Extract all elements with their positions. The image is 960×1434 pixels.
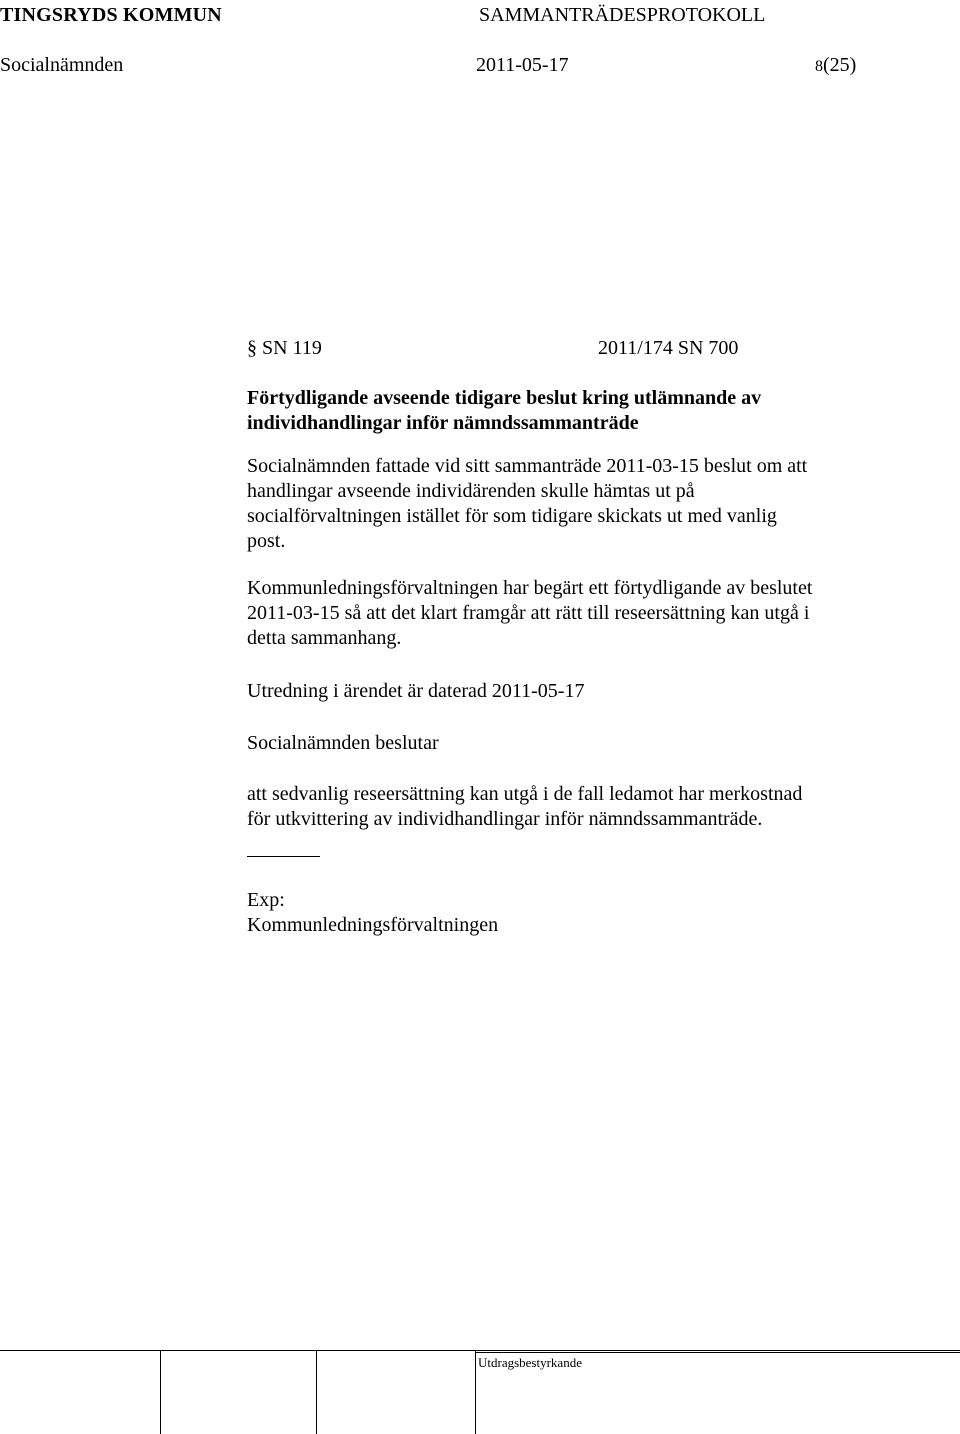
section-id: SN 119: [262, 337, 322, 359]
page-number: 8: [815, 58, 823, 75]
paragraph-background: Socialnämnden fattade vid sitt sammanträde 2011-03-15 beslut om att handlingar avseende individärenden skulle hämtas ut på socialförvaltningen istället för som tidigare skickats ut med vanlig post.: [247, 455, 808, 552]
section-symbol: §: [247, 337, 257, 359]
signature-box-divider: [475, 1351, 476, 1434]
committee-name: Socialnämnden: [0, 54, 124, 76]
expedition-label: Exp:: [247, 889, 285, 911]
signature-box-divider: [316, 1351, 317, 1434]
footer-line: [0, 1350, 960, 1351]
case-reference: 2011/174 SN 700: [598, 337, 739, 359]
decision-text: att sedvanlig reseersättning kan utgå i de fall ledamot har merkostnad för utkvittering av individhandlingar inför nämndssammanträde.: [247, 783, 803, 830]
protocol-body: [247, 386, 887, 938]
paragraph-request: Kommunledningsförvaltningen har begärt ett förtydligande av beslutet 2011-03-15 så att det klart framgår att rätt till reseersättning kan utgå i detta sammanhang.: [247, 577, 813, 649]
meeting-date: 2011-05-17: [476, 54, 569, 76]
page-indicator: [815, 54, 856, 77]
paragraph-investigation: Utredning i ärendet är daterad 2011-05-17: [247, 680, 585, 702]
certification-label: Utdragsbestyrkande: [478, 1355, 582, 1370]
decision-heading: Socialnämnden beslutar: [247, 732, 439, 754]
page-total: (25): [823, 54, 857, 76]
organization-name: TINGSRYDS KOMMUN: [0, 4, 222, 26]
section-title: Förtydligande avseende tidigare beslut kring utlämnande av individhandlingar inför nämndssammanträde: [247, 387, 762, 434]
section-number: [247, 337, 322, 360]
signature-box-divider: [160, 1351, 161, 1434]
separator-line: [247, 856, 320, 857]
expedition-recipient: Kommunledningsförvaltningen: [247, 914, 499, 936]
footer-line-secondary: [475, 1352, 960, 1353]
document-type: SAMMANTRÄDESPROTOKOLL: [479, 4, 766, 26]
